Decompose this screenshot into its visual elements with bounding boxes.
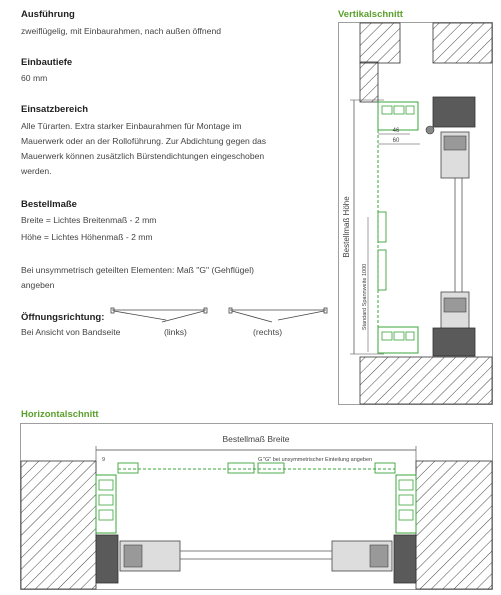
horizontalschnitt-drawing <box>20 423 494 591</box>
dim-9: 9 <box>102 457 106 463</box>
wall-bottom <box>360 357 492 404</box>
g-note: "G" bei unsymmetrischer Einteilung angeben <box>263 457 373 463</box>
asym-line-1: Bei unsymmetrisch geteilten Elementen: Maß "G" (Gehflügel) <box>21 265 254 275</box>
bestellmasse-heading: Bestellmaße <box>21 199 77 210</box>
einsatzbereich-line-2: Mauerwerk oder an der Rolloführung. Zur Abdichtung gegen das <box>21 136 267 146</box>
vertikalschnitt-drawing <box>338 22 494 406</box>
oeffnung-text: Bei Ansicht von Bandseite <box>21 327 121 337</box>
breite-text: Breite = Lichtes Breitenmaß - 2 mm <box>21 215 157 225</box>
wall-right <box>416 461 492 589</box>
asym-line-2: angeben <box>21 280 55 290</box>
dim-46: 46 <box>392 128 400 134</box>
einsatzbereich-line-4: werden. <box>21 166 52 176</box>
bestellmass-breite-label: Bestellmaß Breite <box>222 434 290 444</box>
vertikalschnitt-title: Vertikalschnitt <box>338 9 403 20</box>
einsatzbereich-heading: Einsatzbereich <box>21 104 89 115</box>
ausfuehrung-heading: Ausführung <box>21 9 75 20</box>
spannweite-label: Standard Spannweite 1000 <box>362 263 368 331</box>
rechts-label: (rechts) <box>253 327 283 337</box>
dim-g: G <box>258 457 263 463</box>
hoehe-text: Höhe = Lichtes Höhenmaß - 2 mm <box>21 232 153 242</box>
ausfuehrung-text: zweiflügelig, mit Einbaurahmen, nach außen öffnend <box>21 26 222 36</box>
oeffnung-heading: Öffnungsrichtung: <box>21 312 105 323</box>
door-symbol-rechts <box>228 306 330 328</box>
wall-top-left <box>360 23 400 63</box>
bestellmass-hoehe-label: Bestellmaß Höhe <box>342 196 351 258</box>
wall-left <box>21 461 96 589</box>
dim-60: 60 <box>392 138 400 144</box>
einsatzbereich-line-3: Mauerwerk können zusätzlich Bürstendichtungen eingeschoben <box>21 151 265 161</box>
door-symbol-links <box>110 306 210 328</box>
einbautiefe-heading: Einbautiefe <box>21 57 73 68</box>
einbautiefe-text: 60 mm <box>21 73 48 83</box>
einsatzbereich-line-1: Alle Türarten. Extra starker Einbaurahmen für Montage im <box>21 121 242 131</box>
links-label: (links) <box>164 327 187 337</box>
horizontalschnitt-title: Horizontalschnitt <box>21 409 99 420</box>
wall-top-right <box>433 23 492 63</box>
